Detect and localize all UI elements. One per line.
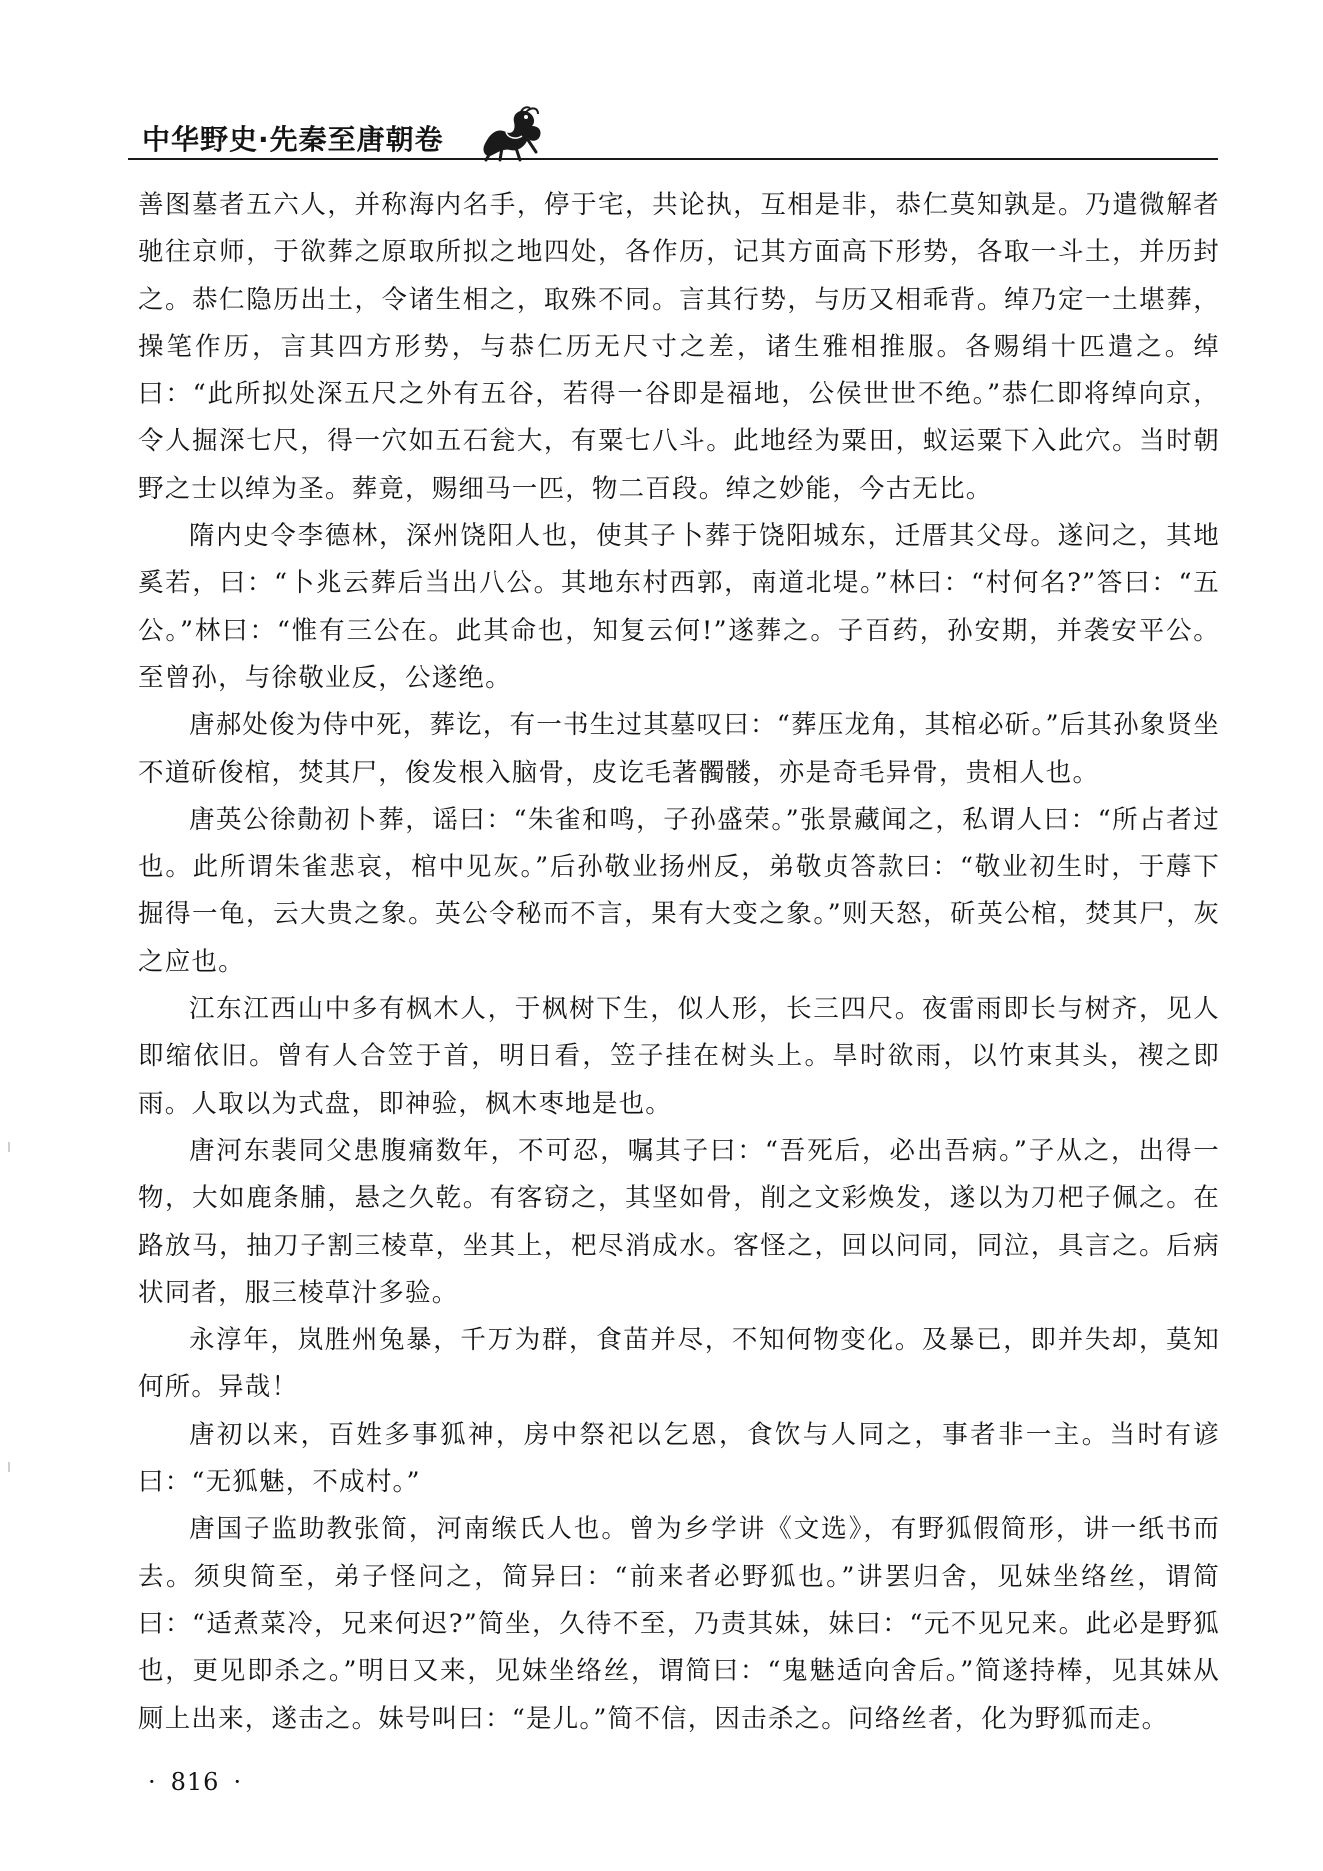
book-title: 中华野史·先秦至唐朝卷 — [142, 123, 444, 156]
page-number-value: 816 — [170, 1768, 220, 1796]
paragraph: 唐河东裴同父患腹痛数年，不可忍，嘱其子曰：“吾死后，必出吾病。”子从之，出得一物，大如鹿条脯，悬之久乾。有客窃之，其坚如骨，削之文彩焕发，遂以为刀杷子佩之。在路放马，抽刀子割三棱草，坐其上，杷尽消成水。客怪之，回以问同，同泣，具言之。后病状同者，服三棱草汁多验。 — [138, 1135, 1220, 1308]
paragraph: 唐国子监助教张简，河南缑氏人也。曾为乡学讲《文选》，有野狐假简形，讲一纸书而去。须臾简至，弟子怪问之，简异曰：“前来者必野狐也。”讲罢归舍，见妹坐络丝，谓简曰：“适煮菜冷，兄来何迟?”简坐，久待不至，乃责其妹，妹曰：“元不见兄来。此必是野狐也，更见即杀之。”明日又来，见妹坐络丝，谓简曰：“鬼魅适向舍后。”简遂持棒，见其妹从厕上出来，遂击之。妹号叫曰：“是儿。”简不信，因击杀之。问络丝者，化为野狐而走。 — [138, 1514, 1220, 1734]
dragon-emblem-icon — [476, 102, 548, 162]
paragraph: 善图墓者五六人，并称海内名手，停于宅，共论执，互相是非，恭仁莫知孰是。乃遣微解者驰往京师，于欲葬之原取所拟之地四处，各作历，记其方面高下形势，各取一斗土，并历封之。恭仁隐历出土，令诸生相之，取殊不同。言其行势，与历又相乖背。绰乃定一土堪葬，操笔作历，言其四方形势，与恭仁历无尺寸之差，诸生雅相推服。各赐绢十匹遣之。绰曰：“此所拟处深五尺之外有五谷，若得一谷即是福地，公侯世世不绝。”恭仁即将绰向京，令人掘深七尺，得一穴如五石瓮大，有粟七八斗。此地经为粟田，蚁运粟下入此穴。当时朝野之士以绰为圣。葬竟，赐细马一匹，物二百段。绰之妙能，今古无比。 — [138, 190, 1220, 504]
header-rule — [128, 158, 1218, 160]
running-header — [128, 102, 1198, 162]
paragraph: 唐初以来，百姓多事狐神，房中祭祀以乞恩，食饮与人同之，事者非一主。当时有谚曰：“无狐魅，不成村。” — [138, 1419, 1220, 1498]
body-text — [138, 182, 1220, 1743]
scan-mark — [8, 1462, 10, 1472]
paragraph: 江东江西山中多有枫木人，于枫树下生，似人形，长三四尺。夜雷雨即长与树齐，见人即缩依旧。曾有人合笠于首，明日看，笠子挂在树头上。旱时欲雨，以竹束其头，禊之即雨。人取以为式盘，即神验，枫木枣地是也。 — [138, 994, 1220, 1119]
paragraph: 隋内史令李德林，深州饶阳人也，使其子卜葬于饶阳城东，迁厝其父母。遂问之，其地奚若，曰：“卜兆云葬后当出八公。其地东村西郭，南道北堤。”林曰：“村何名?”答曰：“五公。”林曰：“惟有三公在。此其命也，知复云何!”遂葬之。子百药，孙安期，并袭安平公。至曾孙，与徐敬业反，公遂绝。 — [138, 521, 1220, 693]
page-number — [134, 1768, 256, 1796]
scan-mark — [8, 1142, 10, 1152]
page-number-dot: · — [148, 1768, 157, 1796]
paragraph: 唐郝处俊为侍中死，葬讫，有一书生过其墓叹曰：“葬压龙角，其棺必斫。”后其孙象贤坐不道斫俊棺，焚其尸，俊发根入脑骨，皮讫毛著髑髅，亦是奇毛异骨，贵相人也。 — [138, 710, 1220, 788]
paragraph: 唐英公徐勣初卜葬，谣曰：“朱雀和鸣，子孙盛荣。”张景藏闻之，私谓人曰：“所占者过也。此所谓朱雀悲哀，棺中见灰。”后孙敬业扬州反，弟敬贞答款曰：“敬业初生时，于蓐下掘得一龟，云大贵之象。英公令秘而不言，果有大变之象。”则天怒，斫英公棺，焚其尸，灰之应也。 — [138, 804, 1220, 977]
page-number-dot: · — [233, 1768, 243, 1796]
paragraph: 永淳年，岚胜州兔暴，千万为群，食苗并尽，不知何物变化。及暴已，即并失却，莫知何所。异哉！ — [138, 1325, 1220, 1403]
